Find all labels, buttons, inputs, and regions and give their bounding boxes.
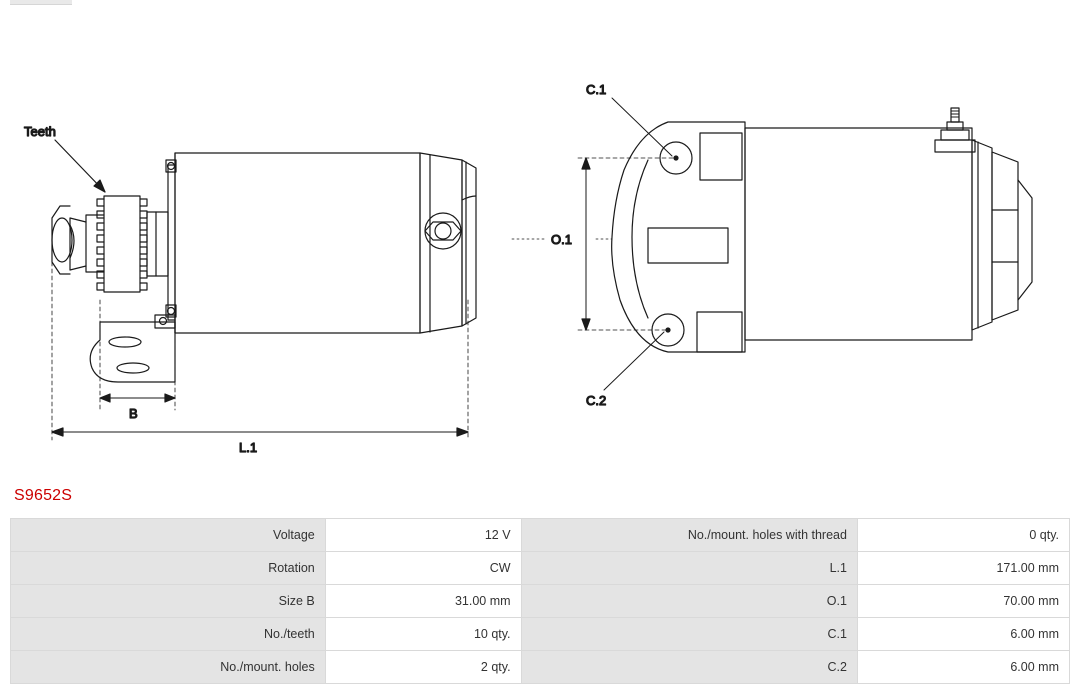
table-row: [11, 651, 1070, 684]
spec-label: No./mount. holes: [11, 651, 326, 684]
spec-value-secondary: 6.00 mm: [857, 651, 1069, 684]
hole-c2-label: C.2: [586, 393, 607, 408]
spec-label: Voltage: [11, 519, 326, 552]
spec-value: 10 qty.: [325, 618, 521, 651]
table-row: [11, 585, 1070, 618]
table-row: [11, 552, 1070, 585]
spec-label: No./teeth: [11, 618, 326, 651]
spec-value: CW: [325, 552, 521, 585]
spec-label-secondary: L.1: [521, 552, 857, 585]
spec-value: 12 V: [325, 519, 521, 552]
hole-c1-label: C.1: [586, 82, 607, 97]
spec-label-secondary: C.2: [521, 651, 857, 684]
spec-value: 2 qty.: [325, 651, 521, 684]
spec-value-secondary: 171.00 mm: [857, 552, 1069, 585]
teeth-label: Teeth: [24, 124, 56, 139]
part-number: S9652S: [14, 487, 73, 504]
spec-value: 31.00 mm: [325, 585, 521, 618]
dimension-o1-label: O.1: [551, 232, 572, 247]
specifications-table: [10, 518, 1070, 684]
spec-label-secondary: O.1: [521, 585, 857, 618]
table-row: [11, 618, 1070, 651]
spec-value-secondary: 0 qty.: [857, 519, 1069, 552]
spec-label-secondary: C.1: [521, 618, 857, 651]
dimension-b-label: B: [129, 406, 138, 421]
dimension-l1-label: L.1: [239, 440, 258, 455]
spec-label: Rotation: [11, 552, 326, 585]
spec-value-secondary: 6.00 mm: [857, 618, 1069, 651]
spec-label-secondary: No./mount. holes with thread: [521, 519, 857, 552]
spec-label: Size B: [11, 585, 326, 618]
spec-value-secondary: 70.00 mm: [857, 585, 1069, 618]
table-row: [11, 519, 1070, 552]
